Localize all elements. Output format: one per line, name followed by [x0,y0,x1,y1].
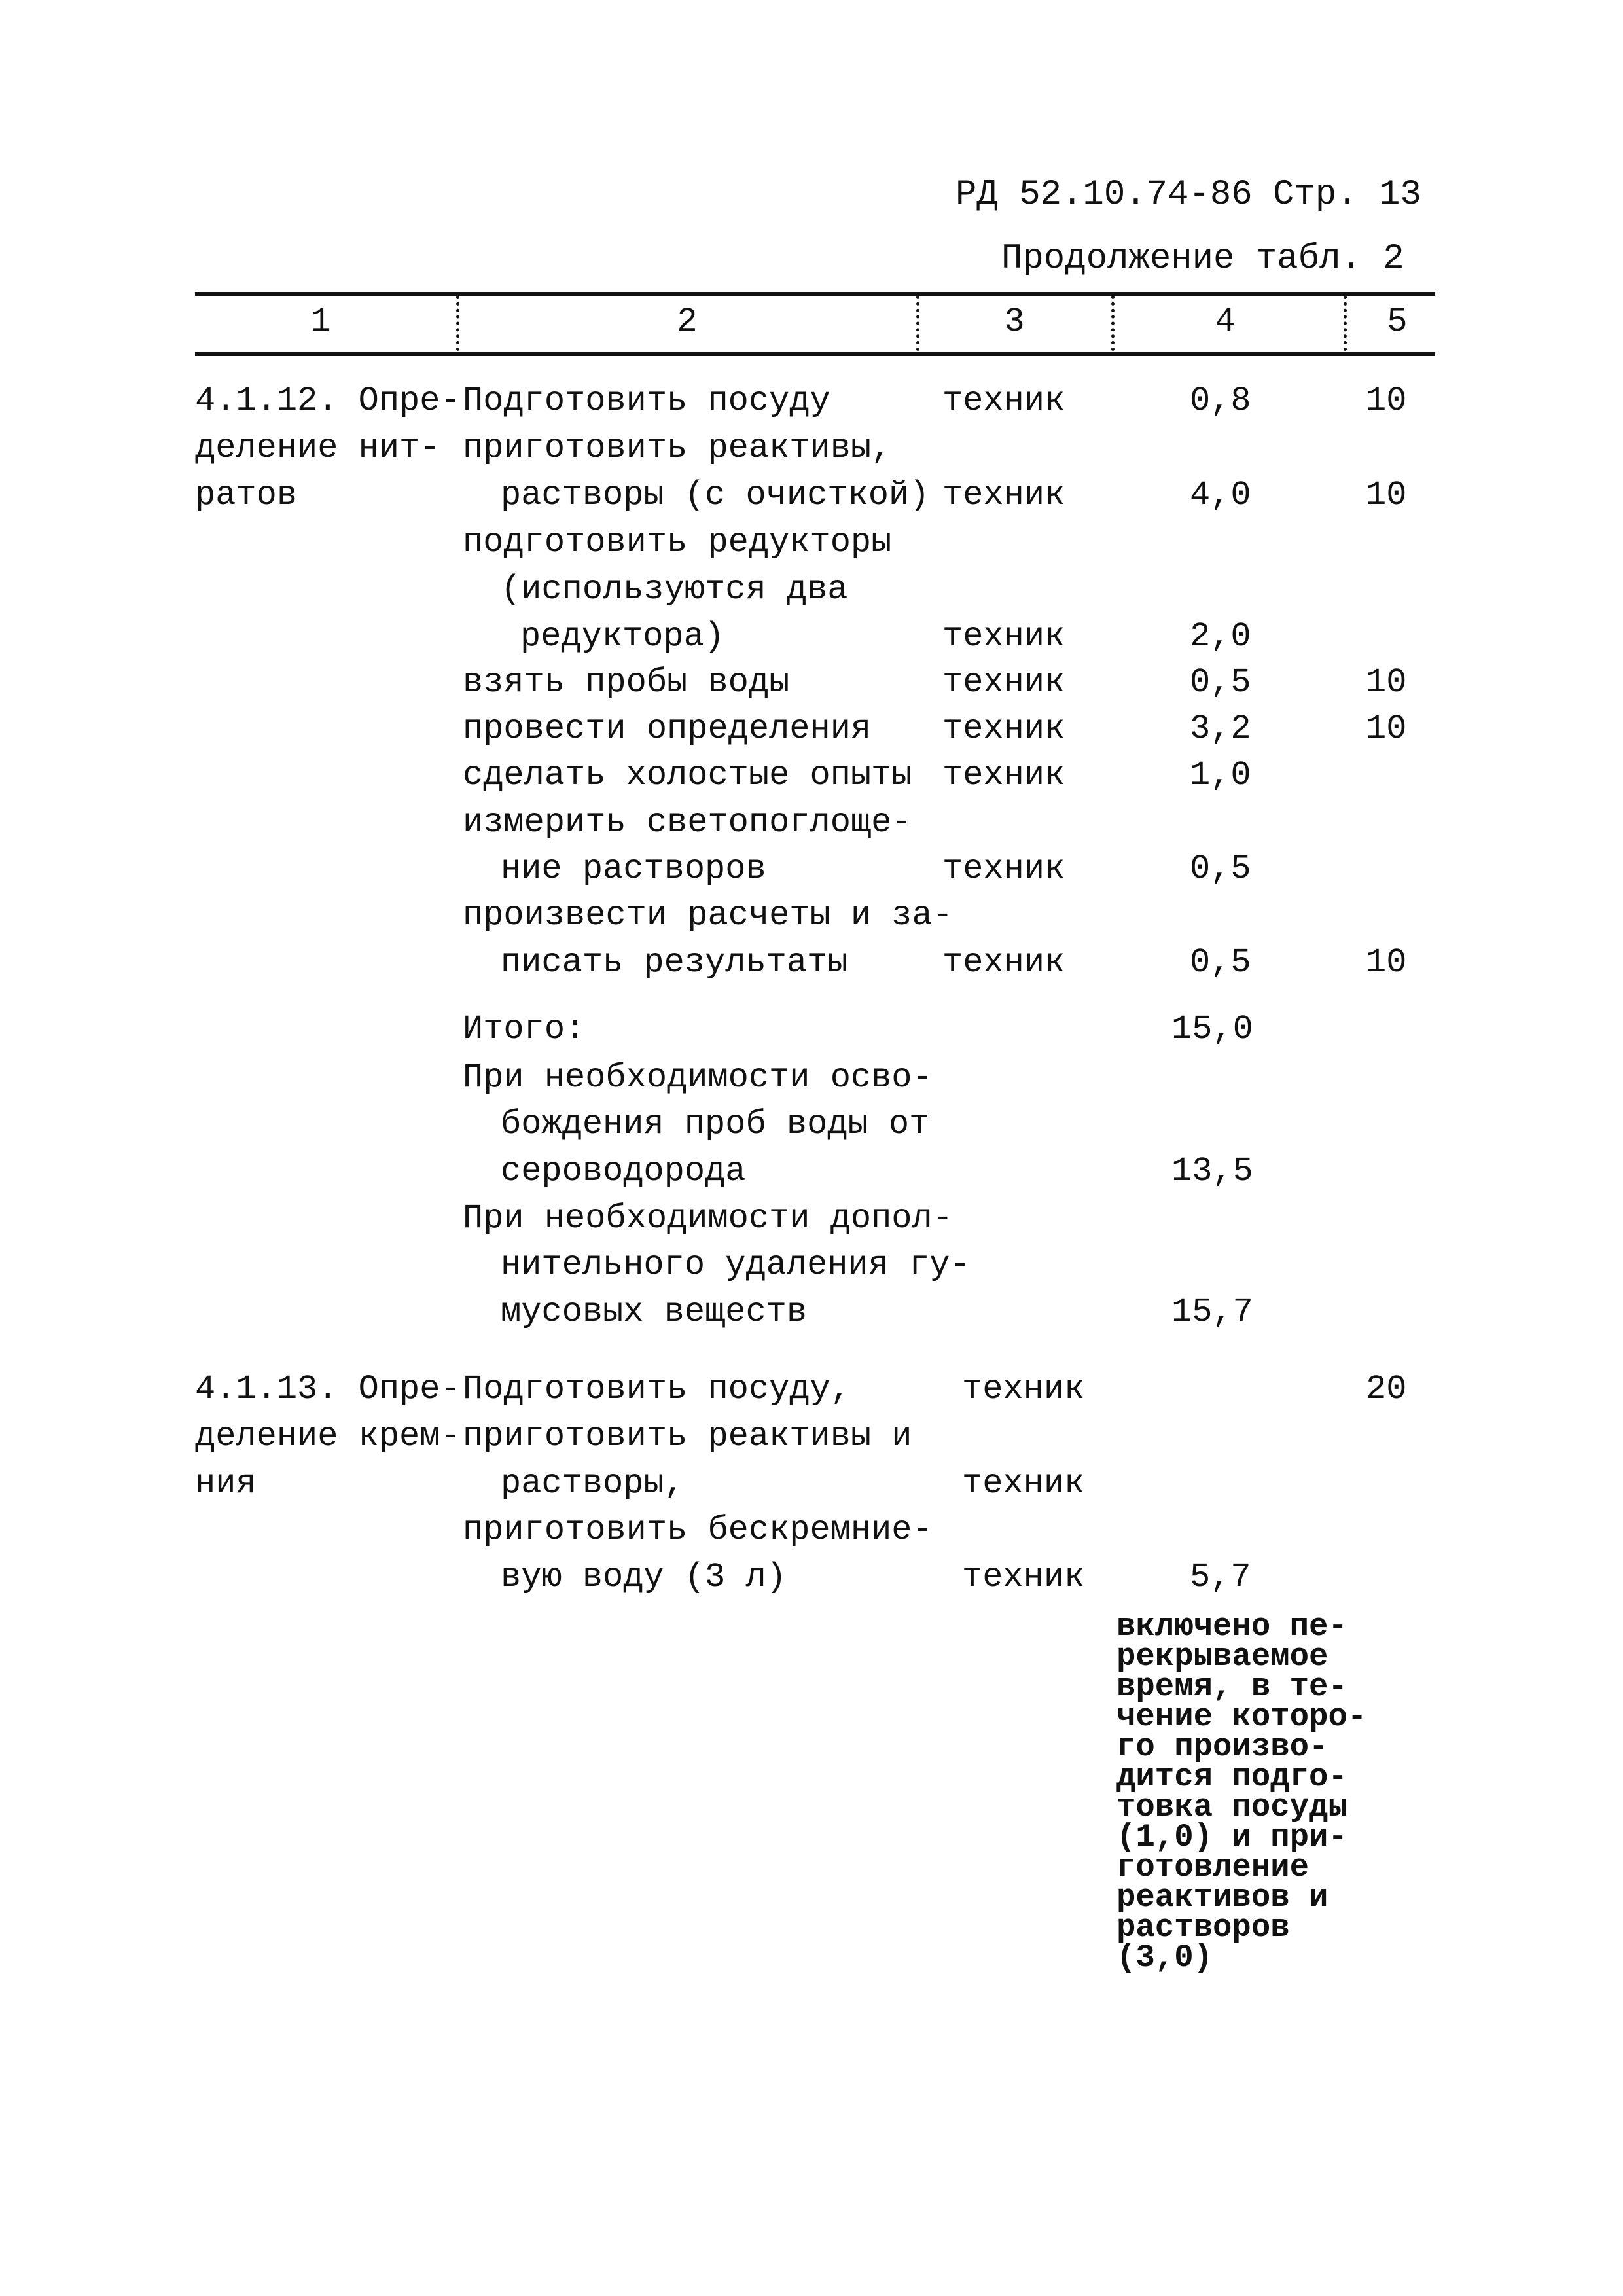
footnote-line: (3,0) [1116,1939,1213,1976]
footnote-line: реактивов и [1116,1879,1329,1916]
condition-value: 15,7 [1171,1293,1253,1331]
performer-cell: техник [942,943,1065,982]
table-header-rule [195,352,1435,356]
task-line: (используются два [501,570,848,609]
condition-line: бождения проб воды от [501,1105,930,1143]
footnote-line: чение которо- [1116,1698,1367,1735]
hours-cell: 5,7 [1190,1558,1251,1596]
task-line: подготовить редукторы [463,523,892,562]
performer-cell: техник [942,476,1065,514]
performer-cell: техник [942,617,1065,656]
performer-cell: техник [942,382,1065,420]
footnote-line: время, в те- [1116,1668,1347,1705]
hours-cell: 0,5 [1190,663,1251,702]
condition-line: При необходимости осво- [463,1058,933,1097]
total-value: 15,0 [1171,1010,1253,1049]
column-separator [456,296,459,351]
footnote-line: готовление [1116,1849,1310,1886]
performer-cell: техник [942,663,1065,702]
condition-value: 13,5 [1171,1152,1253,1191]
task-line: редуктора) [520,617,725,656]
task-line: провести определения [463,709,872,748]
performer-cell: техник [962,1370,1085,1408]
footnote-line: (1,0) и при- [1116,1819,1347,1856]
performer-cell: техник [942,709,1065,748]
column-header-4: 4 [1215,302,1236,341]
column-separator [1111,296,1115,351]
footnote-line: товка посуды [1116,1789,1347,1825]
condition-line: мусовых веществ [501,1293,808,1331]
count-cell: 10 [1366,476,1407,514]
section-name-line: ратов [195,476,298,514]
footnote-line: растворов [1116,1909,1290,1946]
section-name-line: ния [195,1464,257,1503]
hours-cell: 2,0 [1190,617,1251,656]
task-line: вую воду (3 л) [501,1558,787,1596]
table-continuation-label: Продолжение табл. 2 [1001,239,1404,279]
task-line: измерить светопоглоще- [463,803,912,842]
task-line: писать результаты [501,943,848,982]
performer-cell: техник [942,756,1065,795]
column-separator [916,296,919,351]
hours-cell: 3,2 [1190,709,1251,748]
condition-line: сероводорода [501,1152,746,1191]
count-cell: 10 [1366,382,1407,420]
hours-cell: 1,0 [1190,756,1251,795]
task-line: произвести расчеты и за- [463,896,953,935]
hours-cell: 0,5 [1190,850,1251,888]
condition-line: При необходимости допол- [463,1199,953,1238]
hours-cell: 0,8 [1190,382,1251,420]
performer-cell: техник [942,850,1065,888]
table-top-rule [195,292,1435,296]
task-line: растворы (с очисткой) [501,476,930,514]
count-cell: 10 [1366,943,1407,982]
task-line: растворы, [501,1464,685,1503]
count-cell: 20 [1366,1370,1407,1408]
task-line: сделать холостые опыты [463,756,912,795]
count-cell: 10 [1366,663,1407,702]
footnote-line: го произво- [1116,1729,1329,1765]
footnote-line: включено пе- [1116,1608,1347,1645]
performer-cell: техник [962,1558,1085,1596]
column-header-5: 5 [1387,302,1408,341]
section-name-line: 4.1.12. Опре- [195,382,461,420]
page-number: Стр. 13 [1273,175,1421,215]
section-name-line: деление крем- [195,1417,461,1456]
hours-cell: 4,0 [1190,476,1251,514]
task-line: Подготовить посуду, [463,1370,851,1408]
section-name-line: деление нит- [195,429,440,467]
footnote-line: дится подго- [1116,1759,1347,1795]
total-label: Итого: [463,1010,586,1049]
task-line: приготовить реактивы, [463,429,892,467]
count-cell: 10 [1366,709,1407,748]
performer-cell: техник [962,1464,1085,1503]
task-line: ние растворов [501,850,766,888]
document-reference: РД 52.10.74-86 [955,175,1253,215]
column-header-1: 1 [310,302,331,341]
column-header-3: 3 [1004,302,1025,341]
task-line: приготовить бескремние- [463,1511,933,1549]
task-line: приготовить реактивы и [463,1417,912,1456]
footnote-line: рекрываемое [1116,1638,1329,1675]
column-header-2: 2 [677,302,698,341]
task-line: взять пробы воды [463,663,790,702]
task-line: Подготовить посуду [463,382,830,420]
condition-line: нительного удаления гу- [501,1246,971,1284]
hours-cell: 0,5 [1190,943,1251,982]
section-name-line: 4.1.13. Опре- [195,1370,461,1408]
